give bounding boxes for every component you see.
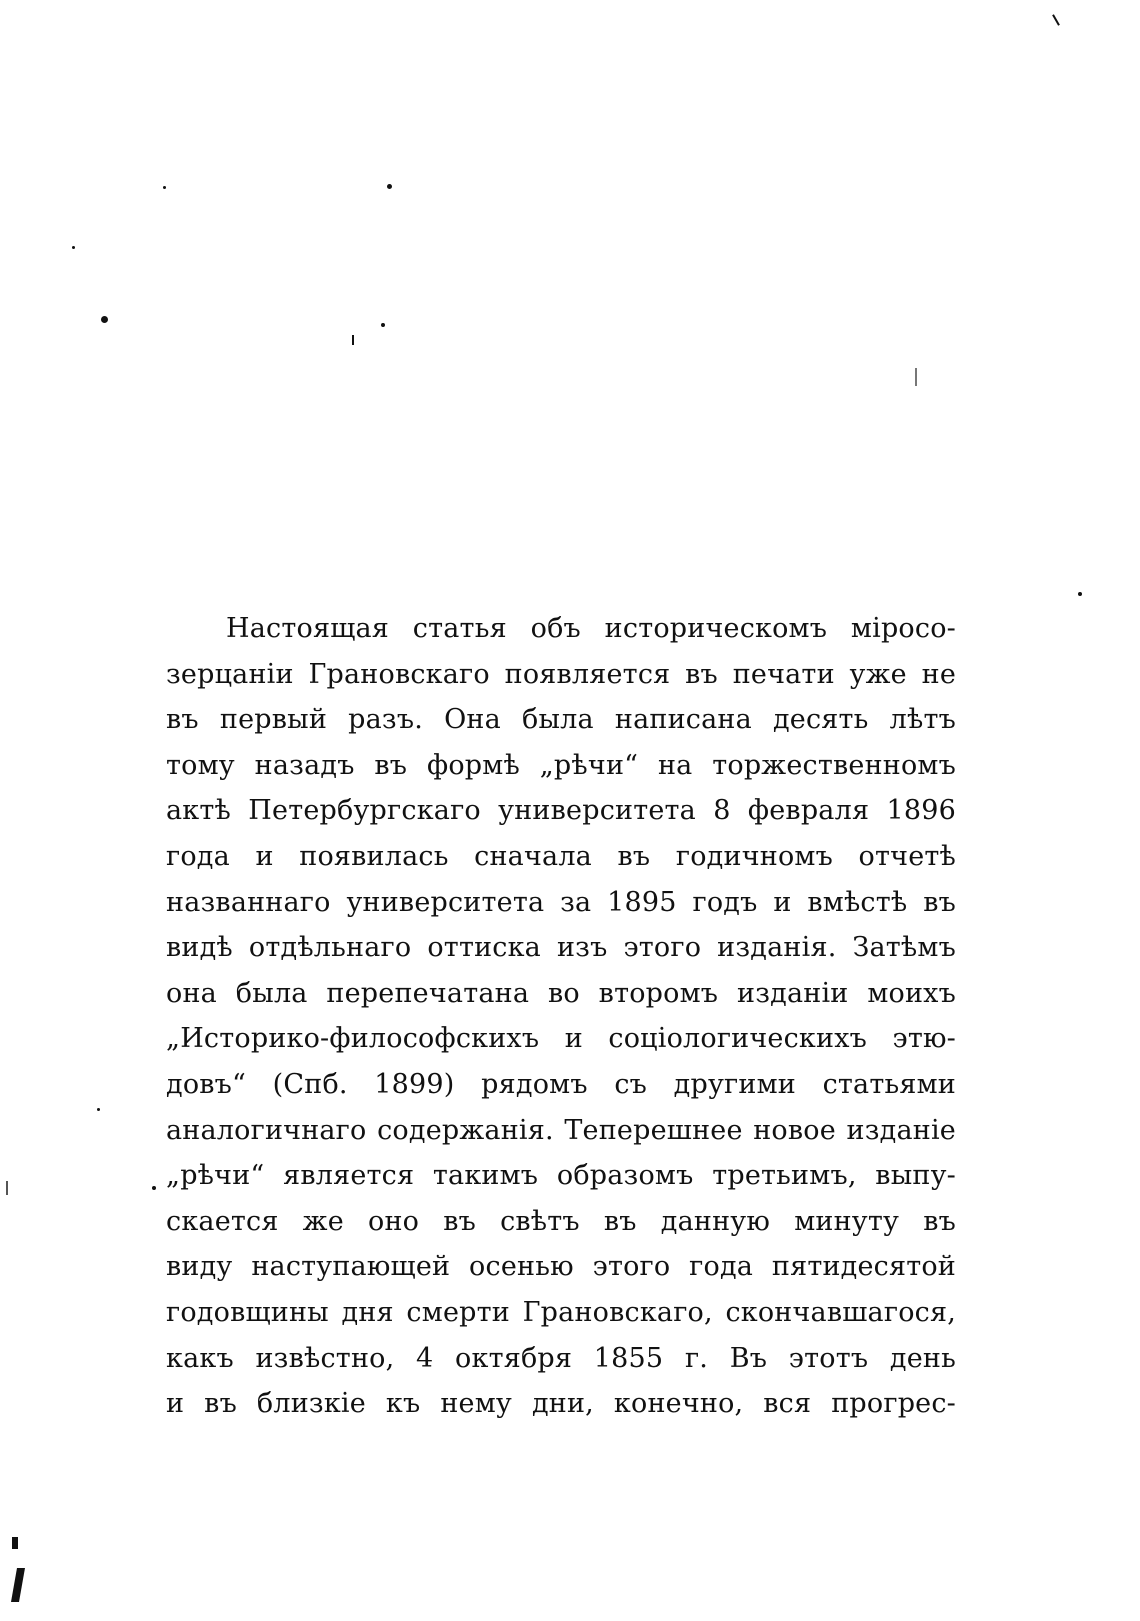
scan-mark xyxy=(6,1181,8,1195)
text-line: названнаго университета за 1895 годъ и вмѣстѣ въ xyxy=(166,886,956,918)
text-line: и въ близкіе къ нему дни, конечно, вся прогрес- xyxy=(166,1388,956,1420)
scan-speck xyxy=(381,323,385,327)
scan-mark xyxy=(1052,14,1060,25)
scan-speck xyxy=(1078,592,1082,596)
text-line: какъ извѣстно, 4 октября 1855 г. Въ этотъ день xyxy=(166,1342,956,1374)
text-line: Настоящая статья объ историческомъ міросо- xyxy=(226,613,956,644)
scan-speck xyxy=(152,1186,156,1190)
text-line: довъ“ (Спб. 1899) рядомъ съ другими статьями xyxy=(166,1068,956,1100)
text-line: она была перепечатана во второмъ изданіи моихъ xyxy=(166,977,956,1009)
text-line: въ первый разъ. Она была написана десять лѣтъ xyxy=(166,704,956,736)
text-line: зерцаніи Грановскаго появляется въ печати уже не xyxy=(166,658,956,690)
text-line: видѣ отдѣльнаго оттиска изъ этого изданія. Затѣмъ xyxy=(166,932,956,964)
scan-mark xyxy=(11,1568,25,1602)
scan-speck xyxy=(163,186,166,189)
text-line: года и появилась сначала въ годичномъ отчетѣ xyxy=(166,840,956,872)
text-line: тому назадъ въ формѣ „рѣчи“ на торжественномъ xyxy=(166,749,956,781)
text-line: „Историко-философскихъ и соціологическихъ этю- xyxy=(166,1023,956,1055)
paragraph xyxy=(166,606,956,1427)
scan-speck xyxy=(97,1108,100,1111)
scan-mark xyxy=(12,1537,18,1549)
text-line: аналогичнаго содержанія. Теперешнее новое изданіе xyxy=(166,1114,956,1146)
scan-speck xyxy=(72,246,75,249)
text-line: годовщины дня смерти Грановскаго, скончавшагося, xyxy=(166,1296,956,1328)
scan-speck xyxy=(387,184,392,189)
scan-mark xyxy=(352,335,354,345)
text-line: „рѣчи“ является такимъ образомъ третьимъ, выпу- xyxy=(166,1160,956,1192)
scan-mark xyxy=(915,368,917,386)
text-line: виду наступающей осенью этого года пятидесятой xyxy=(166,1251,956,1283)
scan-speck xyxy=(101,316,108,323)
text-line: актѣ Петербургскаго университета 8 февраля 1896 xyxy=(166,795,956,827)
text-line: скается же оно въ свѣтъ въ данную минуту въ xyxy=(166,1205,956,1237)
